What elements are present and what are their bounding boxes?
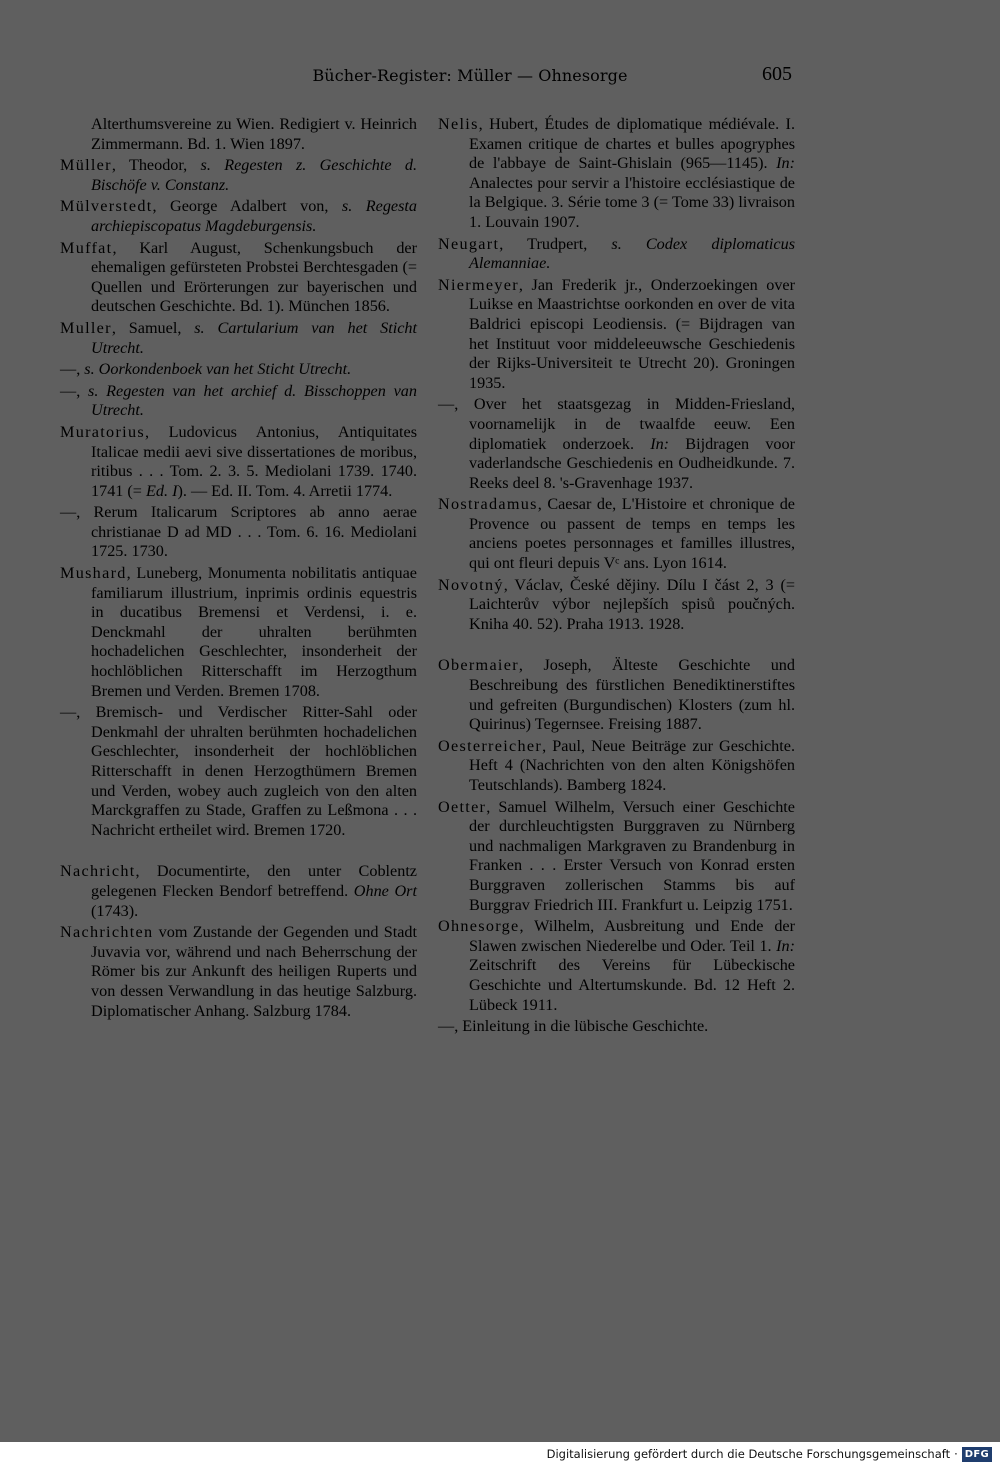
entry-heading: — — [60, 703, 77, 722]
entry-text: , George Adalbert von, — [152, 197, 342, 216]
register-entry — [438, 276, 795, 394]
entry-heading: — — [60, 360, 77, 379]
entry-text-tail: Bijdragen voor vaderlandsche Geschiedenis en Oudheidkunde. 7. Reeks deel 8. 's-Gravenhage 1937. — [469, 434, 795, 492]
entry-text: , Documentirte, den unter Coblentz gelegenen Flecken Bendorf betreffend. — [91, 862, 417, 900]
entry-italic-text: s. Codex diplomaticus Alemanniae. — [469, 234, 795, 273]
entry-text: , Jan Frederik jr., Onderzoekingen over Luikse en Maastrichtse oorkonden en over de vita Baldrici episcopi Leodiensis. (= Bijdragen van het Instituut voor middeleeuwsche Geschiedenis der Rijks-Universiteit te Utrecht 20). Groningen 1935. — [469, 275, 795, 392]
left-column — [60, 115, 417, 1023]
register-entry — [438, 395, 795, 493]
entry-heading: Nelis — [438, 115, 479, 133]
register-entry — [438, 656, 795, 734]
entry-text: , Theodor, — [111, 156, 201, 175]
register-entry — [438, 798, 795, 916]
entry-heading: Novotný — [438, 575, 504, 594]
entry-heading: Muffat — [60, 238, 113, 257]
entry-text: , Paul, Neue Beiträge zur Geschichte. Heft 4 (Nachrichten von den alten Königshöfen Teutschlands). Bamberg 1824. — [469, 736, 795, 794]
entry-text: , Václav, České dějiny. Dílu I část 2, 3 (= Laichterův výbor nejlepších spisů poučných. Kniha 40. 52). Praha 1913. 1928. — [469, 575, 795, 633]
entry-text: Alterthumsvereine zu Wien. Redigiert v. Heinrich Zimmermann. Bd. 1. Wien 1897. — [91, 115, 417, 153]
register-entry — [438, 1017, 795, 1037]
entry-italic-text: s. Regesten z. Geschichte d. Bischöfe v. Constanz. — [91, 156, 417, 194]
entry-heading: Oesterreicher — [438, 736, 543, 755]
register-entry — [60, 382, 417, 421]
entry-italic-text: Ed. I — [146, 481, 178, 500]
entry-text: , Ludovicus Antonius, Antiquitates Italicae medii aevi sive dissertationes de moribus, ritibus . . . Tom. 2. 3. 5. Mediolani 1739. 1740. 1741 (= — [91, 422, 417, 500]
entry-text: , Einleitung in die lübische Geschichte. — [454, 1017, 709, 1036]
register-entry — [438, 917, 795, 1015]
right-column — [438, 115, 795, 1039]
register-entry — [60, 319, 417, 358]
entry-heading: Oetter — [438, 797, 487, 816]
entry-italic-text: In: — [776, 154, 795, 173]
entry-italic-text: s. Cartularium van het Sticht Utrecht. — [91, 318, 417, 357]
entry-text: , Rerum Italicarum Scriptores ab anno aerae christianae D ad MD . . . Tom. 6. 16. Mediolani 1725. 1730. — [76, 503, 417, 561]
register-entry — [60, 703, 417, 840]
entry-text: , Luneberg, Monumenta nobilitatis antiquae familiarum illustrium, inprimis ordinis equestris in ducatibus Bremensi et Verdensi, i. e. Denckmahl der uhralten berühmten hochadelichen Geschlechter, insonderheit der hochlöblichen Ritterschafft im Herzogthum Bremen und Verden. Bremen 1708. — [91, 564, 417, 700]
entry-heading: Mülverstedt — [60, 197, 153, 216]
register-entry — [438, 737, 795, 796]
footer-separator: · — [954, 1447, 958, 1461]
page-number: 605 — [762, 63, 792, 85]
entry-italic-text: s. Regesta archiepiscopatus Magdeburgensis. — [91, 197, 417, 235]
entry-text: , — [76, 360, 85, 379]
entry-text-tail: (1743). — [91, 901, 139, 920]
section-gap — [438, 636, 795, 656]
entry-heading: Muratorius — [60, 422, 145, 441]
entry-text: , Over het staatsgezag in Midden-Friesland, voornamelijk in de twaalfde eeuw. Een diplomatiek onderzoek. — [454, 395, 795, 453]
entry-text: , Samuel Wilhelm, Versuch einer Geschichte der durchleuchtigsten Burggraven zu Nürnberg und nachmaligen Markgraven zu Brandenburg in Franken . . . Erster Versuch von Konrad ersten Burggraven zollerischen Stamms bis auf Burggrav Friedrich III. Frankfurt u. Leipzig 1751. — [469, 797, 795, 914]
entry-heading: Niermeyer — [438, 275, 519, 294]
entry-italic-text: In: — [776, 936, 795, 955]
register-entry — [438, 576, 795, 635]
register-entry — [438, 495, 795, 573]
footer-text: Digitalisierung gefördert durch die Deutsche Forschungsgemeinschaft — [546, 1447, 951, 1461]
register-entry — [60, 862, 417, 921]
entry-italic-text: s. Oorkondenboek van het Sticht Utrecht. — [84, 360, 352, 379]
register-entry — [60, 503, 417, 562]
entry-heading: Müller — [60, 156, 112, 175]
entry-heading: Mushard — [60, 564, 127, 583]
register-entry — [60, 923, 417, 1021]
entry-text: , Joseph, Älteste Geschichte und Beschreibung des fürstlichen Benediktinerstiftes und gefreiten (Burgundischen) Klosters (zum hl. Quirinus) Tegernsee. Freising 1887. — [469, 656, 795, 734]
register-entry — [60, 564, 417, 701]
entry-text: vom Zustande der Gegenden und Stadt Juvavia vor, während und nach Beherrschung der Römer bis zur Ankunft des heiligen Ruperts und von dessen Verwandlung in das heutige Salzburg. Diplomatischer Anhang. Salzburg 1784. — [91, 923, 417, 1020]
entry-text: , Bremisch- und Verdischer Ritter-Sahl oder Denkmahl der uhralten berühmten hochadelichen Geschlechter, insonderheit der hochlöblichen Ritterschafft in denen Herzogthümern Bremen und Verden, wobey auch zugleich von den alten Marckgraffen zu Stade, Graffen zu Leßmona . . . Nachricht ertheilet wird. Bremen 1720. — [76, 703, 417, 839]
entry-heading: Neugart — [438, 234, 500, 253]
entry-text: , Karl August, Schenkungsbuch der ehemaligen gefürsteten Probstei Berchtesgaden (= Quellen und Erörterungen zur bayerischen und deutschen Geschichte. Bd. 1). München 1856. — [91, 238, 417, 316]
entry-heading: Muller — [60, 318, 112, 337]
entry-heading: — — [438, 395, 455, 414]
register-entry — [60, 197, 417, 236]
entry-italic-text: Ohne Ort — [353, 881, 417, 900]
entry-text: , Samuel, — [111, 318, 195, 337]
entry-text-tail: Zeitschrift des Vereins für Lübeckische Geschichte und Altertumskunde. Bd. 12 Heft 2. Lübeck 1911. — [469, 956, 795, 1014]
register-entry — [438, 115, 795, 233]
entry-text: , Trudpert, — [499, 234, 612, 253]
entry-heading: Obermaier — [438, 656, 519, 675]
entry-heading: — — [60, 503, 77, 522]
entry-heading: Ohnesorge — [438, 917, 520, 936]
entry-text: , Wilhelm, Ausbreitung und Ende der Slawen zwischen Niederelbe und Oder. Teil 1. — [469, 917, 795, 955]
entry-text: , Hubert, Études de diplomatique médiévale. I. Examen critique de chartes et bulles apogryphes de l'abbaye de Saint-Ghislain (965—1145). — [469, 115, 795, 173]
register-entry — [438, 235, 795, 274]
register-entry — [60, 239, 417, 317]
entry-heading: Nachricht — [60, 862, 136, 881]
entry-italic-text: s. Regesten van het archief d. Bisschoppen van Utrecht. — [88, 381, 417, 420]
entry-heading: Nostradamus — [438, 495, 538, 514]
entry-heading: — — [60, 381, 77, 400]
footer — [547, 1443, 992, 1465]
running-head — [0, 63, 1000, 90]
running-head-title: Bücher-Register: Müller — Ohnesorge — [312, 66, 628, 85]
section-gap — [60, 842, 417, 862]
entry-text: , Caesar de, L'Histoire et chronique de Provence ou passent de temps en temps les anciens poetes personnages et familles illustres, qui ont fleuri depuis Vᶜ ans. Lyon 1614. — [469, 495, 795, 573]
entry-text-tail: ). — Ed. II. Tom. 4. Arretii 1774. — [177, 481, 393, 500]
register-entry — [60, 423, 417, 501]
entry-text: , — [76, 381, 89, 400]
dfg-logo: DFG — [962, 1447, 992, 1462]
entry-italic-text: In: — [650, 434, 670, 453]
entry-text-tail: Analectes pour servir a l'histoire ecclésiastique de la Belgique. 3. Série tome 3 (= Tome 33) livraison 1. Louvain 1907. — [469, 173, 795, 231]
register-entry — [60, 115, 417, 154]
entry-heading: — — [438, 1017, 455, 1036]
register-entry — [60, 156, 417, 195]
entry-heading: Nachrichten — [60, 923, 154, 942]
register-entry — [60, 360, 417, 380]
